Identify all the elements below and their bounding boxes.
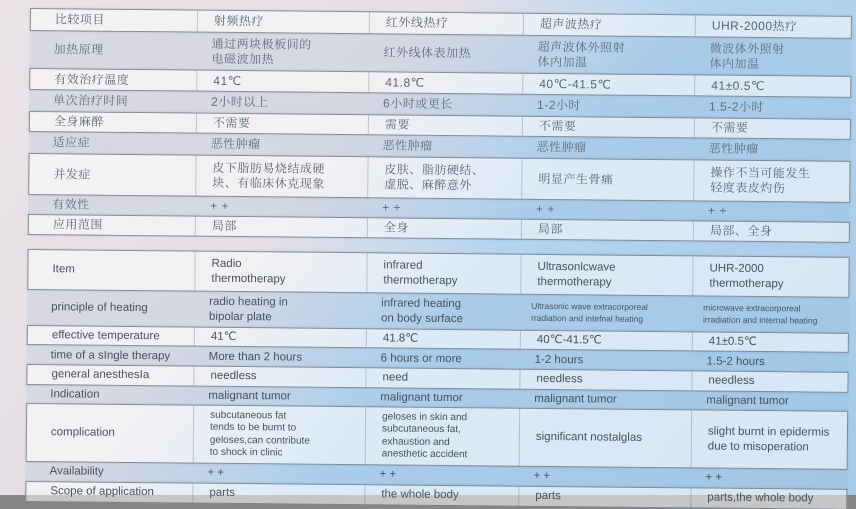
table-cell: subcutaneous fat tends to be burnt to geloses,can contribute to shock in clinic — [193, 406, 366, 465]
row-label: 全身麻醉 — [53, 114, 104, 129]
table-cell: malignant tumor — [534, 392, 617, 406]
column-header: Item — [52, 263, 75, 276]
table-cell: 通过两块极板间的 电磁波加热 — [211, 36, 312, 66]
table-cell: 不需要 — [522, 117, 694, 138]
table-cell: 需要 — [368, 115, 522, 135]
column-header: UHR-2000热疗 — [695, 15, 853, 38]
table-cell: 41±0.5℃ — [692, 332, 850, 352]
table-cell: + + — [207, 466, 225, 480]
table-cell: 恶性肿瘤 — [210, 136, 261, 152]
table-cell: Ultrasonic wave extracorporeal rradiation and intefnal heating — [531, 300, 648, 324]
table-cell: 不需要 — [694, 118, 852, 139]
table-cell: 1-2小时 — [537, 97, 582, 113]
table-cell: + + — [382, 200, 402, 215]
table-cell: 局部、全身 — [693, 221, 851, 242]
table-cell: 1.5-2小时 — [709, 99, 765, 115]
table-cell: 41±0.5℃ — [694, 75, 852, 97]
table-cell: 皮肤、脂肪硬结、 虚脱、麻醉意外 — [367, 157, 521, 198]
table-cell: microwave extracorporeal irradiation and internal heating — [702, 302, 818, 326]
row-label: Scope of application — [50, 485, 154, 499]
table-cell: 局部 — [521, 220, 693, 241]
table-cell: + + — [533, 469, 551, 483]
table-cell: slight burnt in epidermis due to misoperation — [691, 410, 850, 469]
table-cell: 恶性肿瘤 — [708, 141, 759, 157]
table-row — [26, 403, 849, 470]
row-label: general anesthesIa — [51, 368, 150, 382]
tables-sheet — [25, 8, 852, 509]
table-cell: + + — [705, 471, 723, 484]
table-cell: significant nostalglas — [519, 409, 692, 468]
table-cell: 41℃ — [196, 71, 368, 93]
column-header: UHR-2000 thermotherapy — [692, 256, 850, 297]
row-label: Availability — [49, 465, 104, 478]
row-label: Indication — [50, 387, 100, 401]
table-cell: need — [365, 369, 519, 389]
table-cell: 41.8℃ — [366, 329, 520, 349]
table-cell: parts,the whole body — [690, 488, 848, 509]
table-cell: 恶性肿瘤 — [536, 139, 587, 155]
table-cell: 微波体外照射 体内加温 — [709, 41, 785, 71]
table-cell: 6 hours or more — [380, 352, 462, 365]
row-label: 并发症 — [53, 166, 91, 182]
column-header: 红外线热疗 — [369, 12, 523, 34]
table-cell: geloses in skin and subcutaneous fat, exhaustion and anesthetic accident — [365, 407, 520, 465]
column-header: Radio thermotherapy — [194, 252, 366, 293]
row-label: 有效性 — [52, 197, 90, 212]
table-cell: 6小时或更长 — [383, 96, 453, 112]
table-cell: More than 2 hours — [208, 350, 303, 364]
table-cell: parts — [192, 483, 364, 504]
table-cell: malignant tumor — [208, 389, 291, 403]
row-label: principle of heating — [51, 301, 148, 315]
row-label: 应用范围 — [52, 217, 104, 232]
table-cell: the whole body — [364, 485, 518, 505]
row-label: complication — [50, 426, 115, 440]
column-header: 比较项目 — [54, 12, 105, 27]
table-cell: 41.8℃ — [368, 72, 522, 93]
row-label: 加热原理 — [53, 42, 104, 57]
table-cell: + + — [379, 468, 397, 481]
table-cell: + + — [536, 201, 556, 217]
table-cell: 1-2 hours — [534, 353, 584, 367]
table-cell: 1.5-2 hours — [706, 355, 765, 368]
table-cell: 41℃ — [194, 328, 366, 348]
table-cell: 不需要 — [196, 114, 368, 135]
table-cell: 恶性肿瘤 — [382, 138, 433, 153]
table-cell: + + — [210, 198, 230, 213]
table-cell: 皮下脂肪易烧结成硬 块、有临床休克现象 — [195, 156, 367, 198]
table-cell: 操作不当可能发生 轻度表皮灼伤 — [693, 160, 851, 202]
table-cell: malignant tumor — [380, 391, 463, 404]
comparison-table-chinese — [28, 8, 852, 243]
column-header: infrared thermotherapy — [366, 253, 520, 293]
row-label: time of a sIngle therapy — [50, 348, 171, 363]
table-cell: needless — [519, 370, 691, 390]
table-cell: 局部 — [195, 217, 367, 238]
table-cell: infrared heating on body surface — [380, 297, 463, 325]
table-cell: needless — [193, 367, 365, 387]
row-label: 单次治疗时间 — [53, 93, 129, 108]
table-cell: 明显产生骨痛 — [521, 159, 693, 201]
row-label: 有效治疗温度 — [54, 71, 130, 87]
table-cell: radio heating in bipolar plate — [208, 295, 288, 323]
table-cell: 2小时以上 — [211, 94, 269, 110]
table-cell: 红外线体表加热 — [383, 45, 472, 61]
comparison-table-english — [25, 249, 849, 509]
table-cell: parts — [518, 486, 690, 507]
row-label: effective temperature — [51, 329, 160, 343]
table-cell: + + — [708, 203, 728, 218]
table-row — [29, 31, 851, 76]
table-cell: needless — [691, 372, 849, 392]
table-cell: 全身 — [367, 218, 521, 238]
column-header: 超声波热疗 — [523, 14, 695, 37]
column-header: 射频热疗 — [197, 11, 369, 34]
column-header: Ultrasonlcwave thermotherapy — [520, 255, 692, 296]
table-cell: 超声波体外照射 体内加温 — [537, 39, 626, 69]
row-label: 适应症 — [52, 135, 91, 150]
table-cell: malignant tumor — [706, 394, 789, 408]
table-cell: 40℃-41.5℃ — [522, 74, 694, 96]
table-cell: 40℃-41.5℃ — [520, 331, 692, 351]
